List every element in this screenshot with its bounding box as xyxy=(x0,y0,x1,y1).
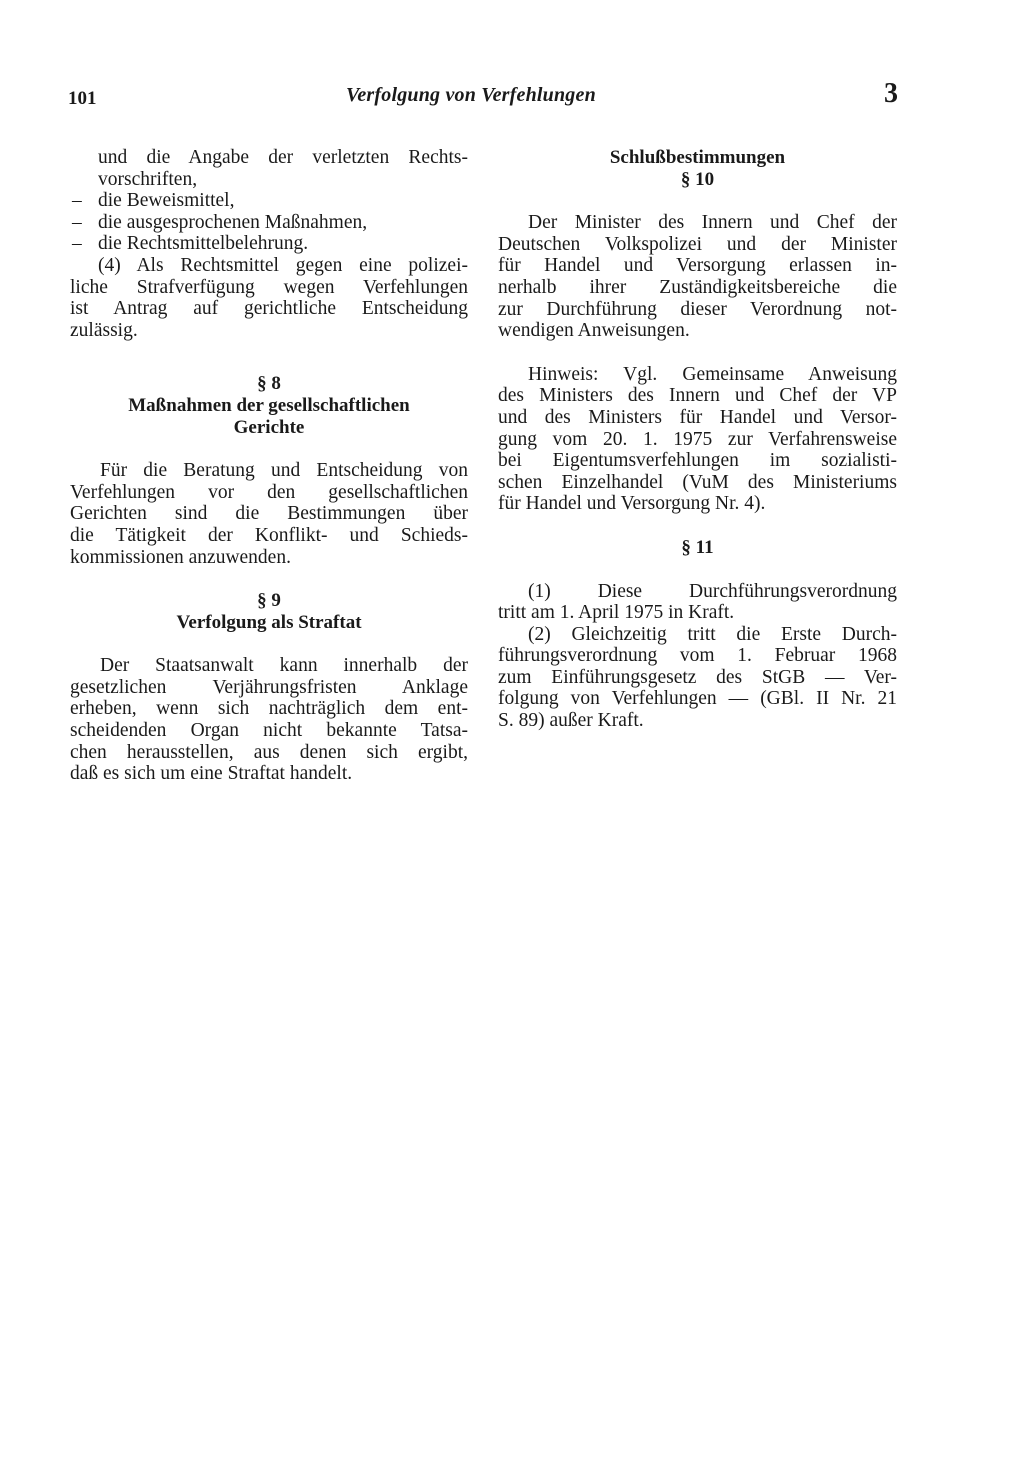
dash-marker: – xyxy=(72,233,82,255)
dash-list xyxy=(70,190,468,255)
text-line: Hinweis: Vgl. Gemeinsame Anweisung xyxy=(528,363,897,385)
final-provisions-heading: Schlußbestimmungen xyxy=(609,147,786,168)
list-item-text: die Beweismittel, xyxy=(98,190,235,212)
text-line: (4) Als Rechtsmittel gegen eine polizei- xyxy=(98,254,468,276)
text-line: Der Staatsanwalt kann innerhalb der xyxy=(100,655,468,677)
text-line: und des Ministers für Handel und Versor- xyxy=(498,406,897,428)
text-line: folgung von Verfehlungen — (GBl. II Nr. 21 xyxy=(498,688,897,710)
section-number: § 8 xyxy=(257,373,281,395)
section-11 xyxy=(498,537,897,732)
paragraph-4 xyxy=(70,255,468,341)
text-line: wendigen Anweisungen. xyxy=(498,320,690,342)
text-line: führungsverordnung vom 1. Februar 1968 xyxy=(498,645,897,667)
list-item xyxy=(70,190,468,212)
text-line: für Handel und Versorgung Nr. 4). xyxy=(498,493,766,515)
text-line: (1) Diese Durchführungsverordnung xyxy=(528,580,897,602)
right-column xyxy=(498,147,897,732)
list-item xyxy=(70,212,468,234)
text-line: tritt am 1. April 1975 in Kraft. xyxy=(498,602,735,624)
text-line: gung vom 20. 1. 1975 zur Verfahrensweise xyxy=(498,428,897,450)
chapter-number: 3 xyxy=(884,78,898,109)
text-line: zulässig. xyxy=(70,319,138,341)
left-column xyxy=(70,147,468,785)
section-number: § 10 xyxy=(680,168,715,190)
note xyxy=(498,364,897,515)
section-title: Gerichte xyxy=(233,416,305,438)
text-line: bei Eigentumsverfehlungen im sozialisti- xyxy=(498,450,897,472)
page-header xyxy=(68,78,898,116)
text-line: erheben, wenn sich nachträglich dem ent- xyxy=(70,698,468,720)
text-line: Deutschen Volkspolizei und der Minister xyxy=(498,233,897,255)
text-line: vorschriften, xyxy=(98,168,198,190)
section-8 xyxy=(70,373,468,568)
text-line: ist Antrag auf gerichtliche Entscheidung xyxy=(70,298,468,320)
text-line: und die Angabe der verletzten Rechts- xyxy=(98,147,468,168)
section-number: § 11 xyxy=(681,536,714,558)
text-line: S. 89) außer Kraft. xyxy=(498,710,644,732)
running-title: Verfolgung von Verfehlungen xyxy=(346,84,596,106)
text-line: zur Durchführung dieser Verordnung not- xyxy=(498,298,897,320)
page-number: 101 xyxy=(68,88,97,109)
text-line: daß es sich um eine Straftat handelt. xyxy=(70,763,353,785)
continuation-text xyxy=(70,147,468,190)
section-number: § 9 xyxy=(257,590,281,612)
text-line: Für die Beratung und Entscheidung von xyxy=(100,460,468,482)
text-line: Gerichten sind die Bestimmungen über xyxy=(70,503,468,525)
text-line: zum Einführungsgesetz des StGB — Ver- xyxy=(498,666,897,688)
section-title: Maßnahmen der gesellschaftlichen xyxy=(128,394,410,416)
text-line: des Ministers des Innern und Chef der VP xyxy=(498,385,897,407)
text-line: Der Minister des Innern und Chef der xyxy=(528,212,897,234)
text-line: chen herausstellen, aus denen sich ergibt, xyxy=(70,741,468,763)
text-line: Verfehlungen vor den gesellschaftlichen xyxy=(70,481,468,503)
text-line: nerhalb ihrer Zuständigkeitsbereiche die xyxy=(498,276,897,298)
list-item-text: die Rechtsmittelbelehrung. xyxy=(98,233,309,255)
text-line: die Tätigkeit der Konflikt- und Schieds- xyxy=(70,524,468,546)
dash-marker: – xyxy=(72,190,82,212)
text-line: schen Einzelhandel (VuM des Ministeriums xyxy=(498,471,897,493)
text-line: für Handel und Versorgung erlassen in- xyxy=(498,255,897,277)
list-item xyxy=(70,233,468,255)
text-line: liche Strafverfügung wegen Verfehlungen xyxy=(70,276,468,298)
text-line: gesetzlichen Verjährungsfristen Anklage xyxy=(70,676,468,698)
section-title: Verfolgung als Straftat xyxy=(176,611,362,633)
list-item-text: die ausgesprochenen Maßnahmen, xyxy=(98,211,368,233)
section-9 xyxy=(70,590,468,785)
text-line: kommissionen anzuwenden. xyxy=(70,546,291,568)
text-line: scheidenden Organ nicht bekannte Tatsa- xyxy=(70,720,468,742)
section-10 xyxy=(498,169,897,342)
text-line: (2) Gleichzeitig tritt die Erste Durch- xyxy=(528,623,897,645)
dash-marker: – xyxy=(72,211,82,233)
